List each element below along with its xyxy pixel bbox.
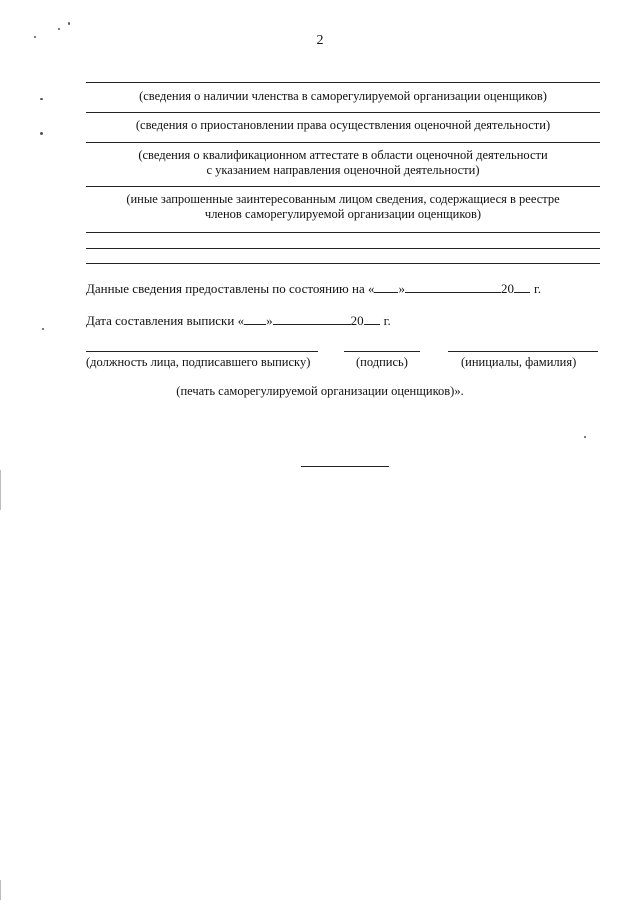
scan-speck (58, 28, 60, 30)
caption-suspension: (сведения о приостановлении права осуществления оценочной деятельности) (135, 118, 551, 132)
scan-edge-mark (0, 880, 1, 900)
blank-line (86, 248, 600, 249)
scan-speck (40, 132, 43, 135)
caption-other-line2: членов саморегулируемой организации оценщиков) (204, 207, 482, 221)
as-of-prefix: Данные сведения предоставлены по состоянию на « (86, 281, 375, 296)
end-separator-line (301, 466, 389, 467)
field-line-membership (86, 82, 600, 83)
signature-line-signature (344, 351, 420, 352)
as-of-quote-close: » (398, 281, 405, 296)
as-of-year-suffix: г. (533, 281, 542, 296)
as-of-day-blank (374, 280, 398, 293)
caption-initials-surname: (инициалы, фамилия) (461, 355, 577, 369)
scan-speck (68, 22, 70, 25)
compiled-quote-close: » (266, 313, 273, 328)
caption-stamp: (печать саморегулируемой организации оценщиков)». (176, 384, 464, 398)
signature-line-position (86, 351, 318, 352)
caption-certificate-line1: (сведения о квалификационном аттестате в области оценочной деятельности (138, 148, 548, 162)
as-of-month-blank (405, 280, 501, 293)
scan-speck (42, 328, 44, 330)
as-of-date-line (86, 280, 541, 297)
scan-speck (40, 98, 43, 100)
caption-other-line1: (иные запрошенные заинтересованным лицом сведения, содержащиеся в реестре (126, 192, 560, 206)
caption-signer-position: (должность лица, подписавшего выписку) (86, 355, 311, 369)
field-line-certificate (86, 142, 600, 143)
compiled-year-suffix: г. (383, 313, 391, 328)
as-of-century: 20 (500, 281, 514, 296)
page-number: 2 (316, 33, 324, 48)
caption-certificate-line2: с указанием направления оценочной деятельности) (206, 163, 480, 177)
field-line-other (86, 186, 600, 187)
scan-speck (584, 436, 586, 438)
compiled-date-line (86, 312, 391, 329)
blank-line (86, 232, 600, 233)
blank-line (86, 263, 600, 264)
caption-membership: (сведения о наличии членства в саморегулируемой организации оценщиков) (139, 89, 547, 103)
scan-edge-mark (0, 470, 1, 510)
compiled-day-blank (244, 312, 266, 325)
caption-signature: (подпись) (356, 355, 408, 369)
compiled-year-blank (364, 312, 380, 325)
signature-line-initials (448, 351, 598, 352)
compiled-century: 20 (350, 313, 364, 328)
field-line-suspension (86, 112, 600, 113)
as-of-year-blank (514, 280, 530, 293)
compiled-month-blank (273, 312, 351, 325)
compiled-prefix: Дата составления выписки « (86, 313, 245, 328)
